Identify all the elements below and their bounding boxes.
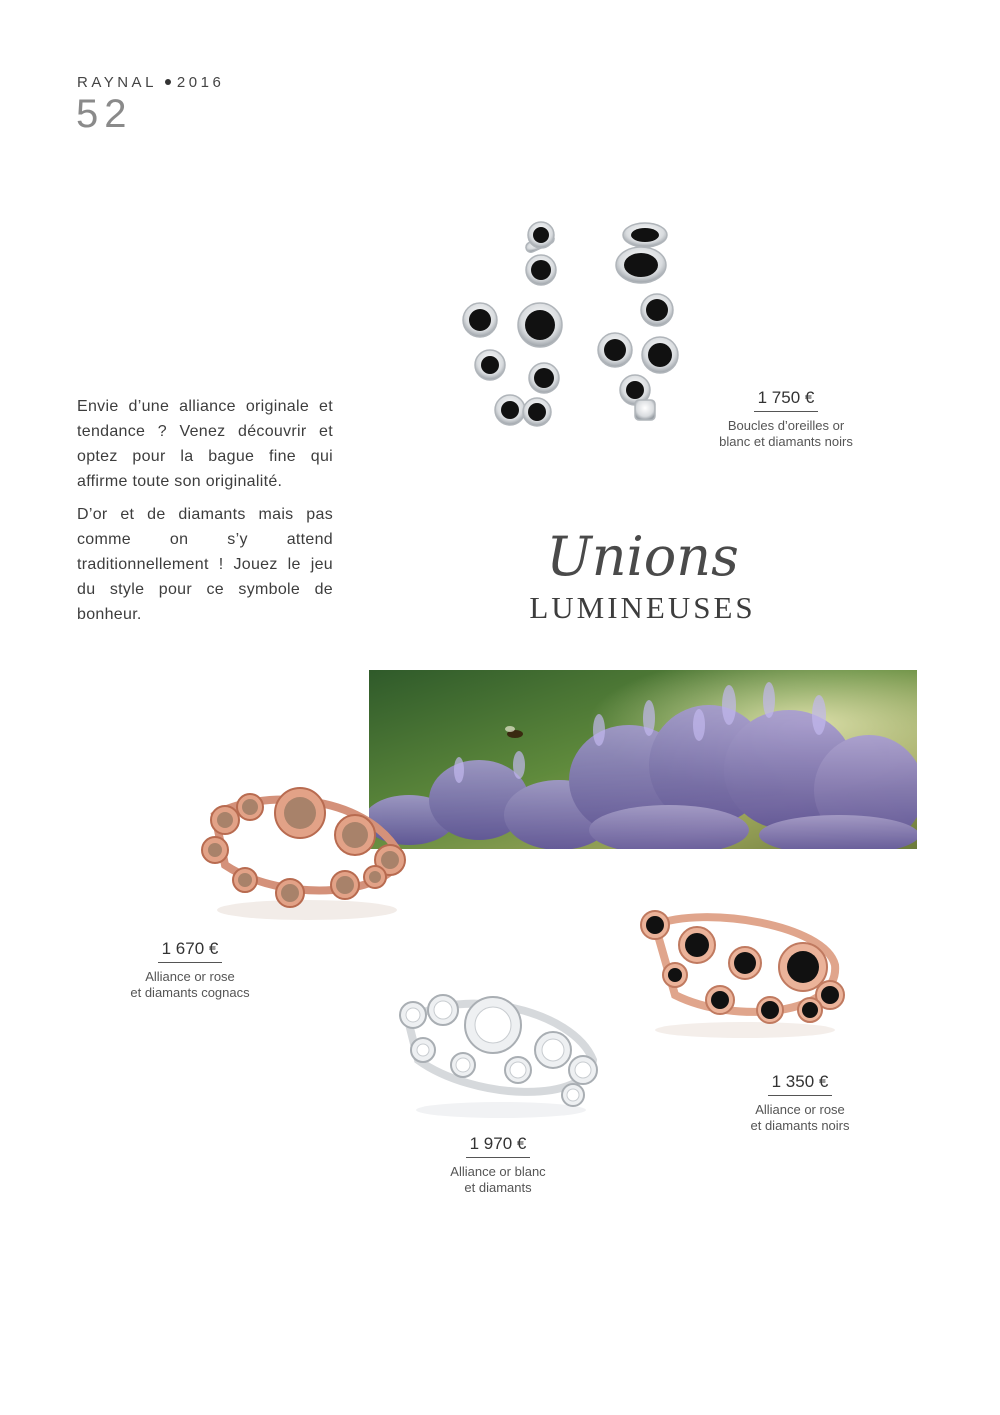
intro-paragraph-1: Envie d’une alliance originale et tendance ? Venez découvrir et optez pour la bague fine qui affirme toute son originalité. xyxy=(77,398,333,490)
lavender-field-photo xyxy=(369,670,917,849)
white-diamonds-description xyxy=(412,1164,584,1196)
rose-black-description xyxy=(714,1102,886,1134)
title-caps: LUMINEUSES xyxy=(529,590,756,625)
earrings-desc-line-1: Boucles d’oreilles or xyxy=(727,418,845,433)
brand-header xyxy=(77,74,224,91)
rose-black-price-block xyxy=(714,1072,886,1134)
white-diamonds-desc-line-2: et diamants xyxy=(464,1180,532,1195)
bullet-dot xyxy=(165,79,171,85)
rose-black-desc-line-1: Alliance or rose xyxy=(755,1102,845,1117)
earrings-price-block xyxy=(700,388,872,450)
rose-cognac-desc-line-2: et diamants cognacs xyxy=(130,985,250,1000)
rose-black-desc-line-2: et diamants noirs xyxy=(750,1118,850,1133)
white-diamonds-price: 1 970 € xyxy=(466,1134,531,1158)
ring-rose-black-image xyxy=(635,905,850,1040)
white-diamonds-price-block xyxy=(412,1134,584,1196)
brand-name: RAYNAL xyxy=(77,74,157,91)
earrings-desc-line-2: blanc et diamants noirs xyxy=(719,434,853,449)
earrings-image xyxy=(455,220,695,435)
ring-rose-cognac-image xyxy=(195,785,420,925)
intro-paragraph-2: D’or et de diamants mais pas comme on s’y attend traditionnellement ! Jouez le jeu du style pour ce symbole de bonheur. xyxy=(77,506,333,623)
rose-black-price: 1 350 € xyxy=(768,1072,833,1096)
brand-year: 2016 xyxy=(176,74,225,91)
rose-cognac-description xyxy=(104,969,276,1001)
ring-white-image xyxy=(393,990,608,1120)
white-diamonds-desc-line-1: Alliance or blanc xyxy=(450,1164,546,1179)
earrings-description xyxy=(700,418,872,450)
rose-cognac-desc-line-1: Alliance or rose xyxy=(145,969,235,984)
intro-text xyxy=(77,394,333,635)
page-number: 52 xyxy=(76,92,133,136)
rose-cognac-price-block xyxy=(104,939,276,1001)
earrings-price: 1 750 € xyxy=(754,388,819,412)
rose-cognac-price: 1 670 € xyxy=(158,939,223,963)
title-script: Unions xyxy=(546,525,739,588)
